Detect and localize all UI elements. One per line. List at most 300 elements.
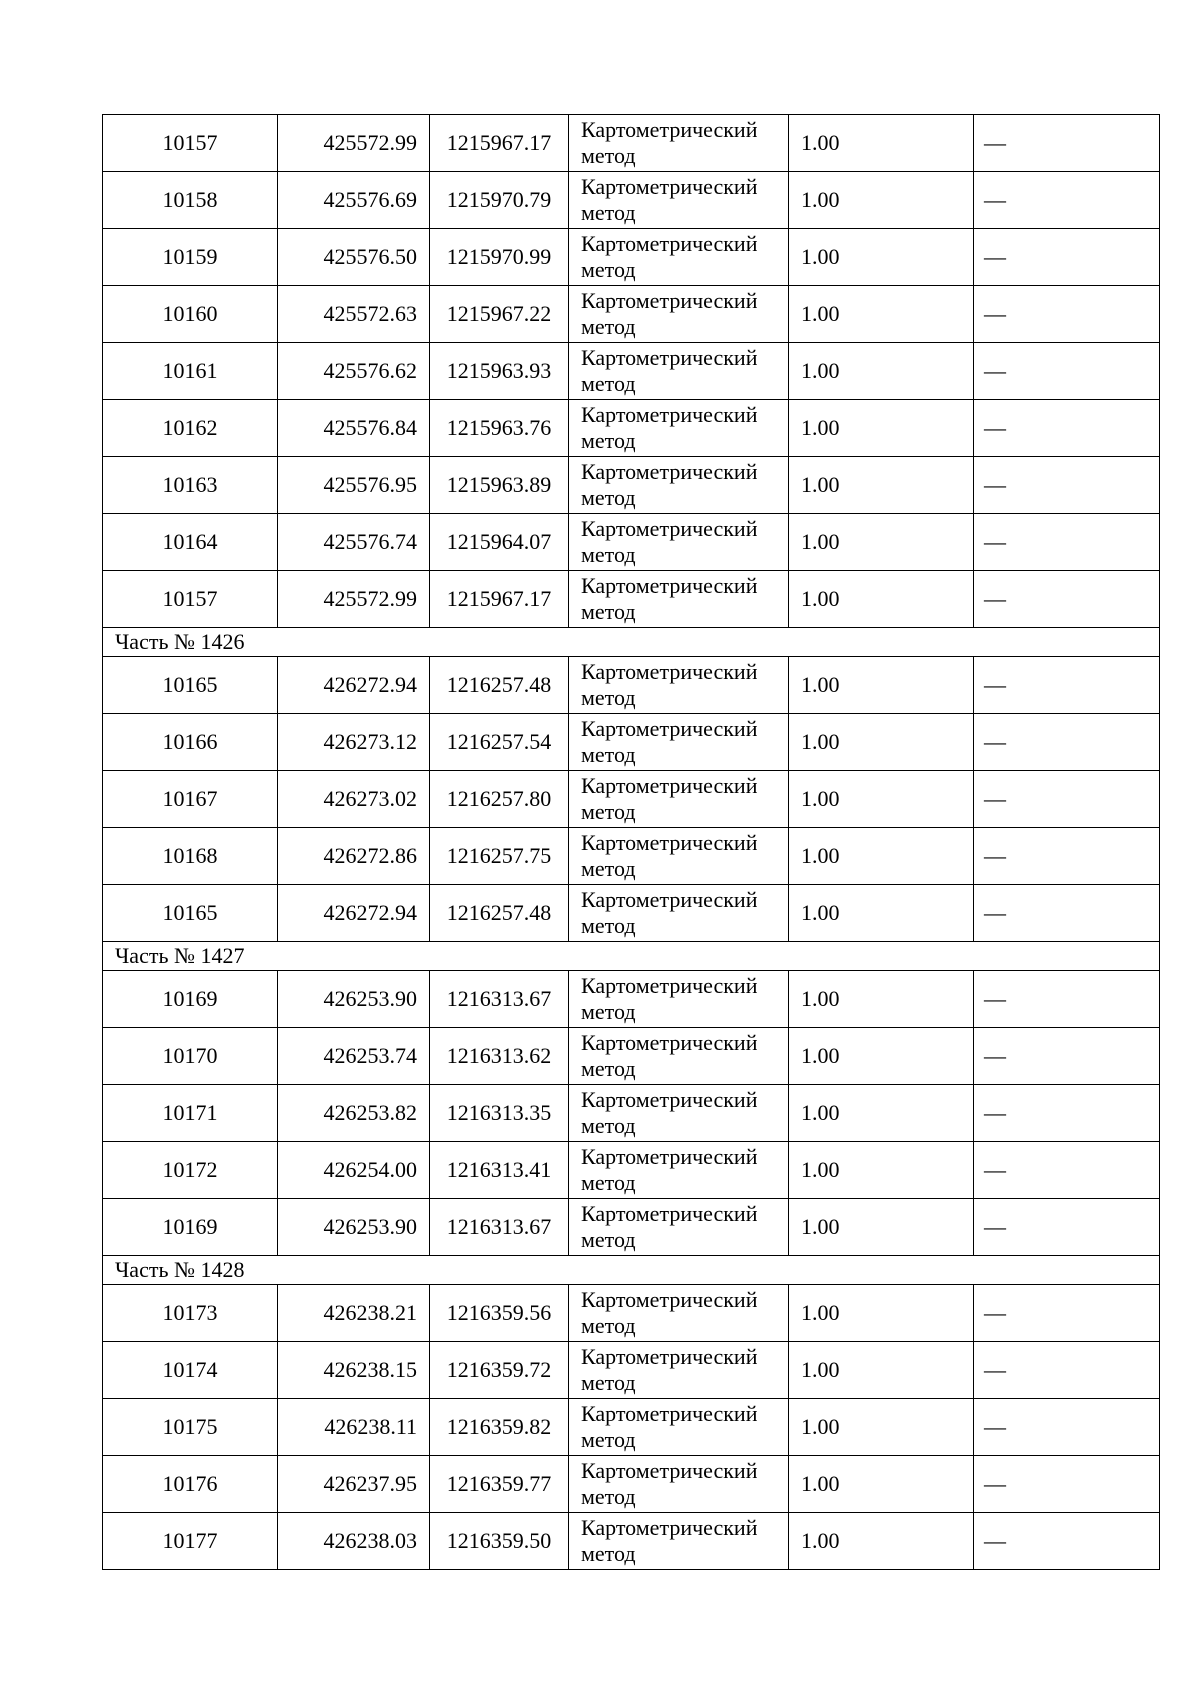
x-coordinate-cell [278,457,430,514]
method-line-2: метод [581,428,636,453]
point-number: 10161 [162,358,218,383]
accuracy-value: 1.00 [801,1471,840,1496]
method-cell [569,771,789,828]
description-cell [974,1028,1160,1085]
method-line-1: Картометрический [581,1515,758,1540]
y-coordinate: 1215967.17 [446,586,552,611]
part-header-cell [103,942,1160,971]
method-line-1: Картометрический [581,1030,758,1055]
y-coordinate: 1216359.72 [446,1357,552,1382]
point-number: 10169 [162,1214,218,1239]
accuracy-cell [789,714,974,771]
point-number-cell [103,1513,278,1570]
accuracy-cell [789,1513,974,1570]
point-number-cell [103,571,278,628]
y-coordinate-cell [430,657,569,714]
accuracy-value: 1.00 [801,786,840,811]
x-coordinate-cell [278,1456,430,1513]
y-coordinate: 1216313.35 [446,1100,552,1125]
accuracy-cell [789,1085,974,1142]
method-line-1: Картометрический [581,1401,758,1426]
method-line-2: метод [581,599,636,624]
description-dash: — [984,415,1006,440]
table-row [103,828,1160,885]
x-coordinate: 425572.99 [323,130,417,155]
x-coordinate: 426272.86 [323,843,417,868]
x-coordinate: 426254.00 [323,1157,417,1182]
table-row [103,286,1160,343]
description-dash: — [984,586,1006,611]
method-line-1: Картометрический [581,1344,758,1369]
description-cell [974,771,1160,828]
description-cell [974,1285,1160,1342]
description-dash: — [984,529,1006,554]
point-number: 10173 [162,1300,218,1325]
description-cell [974,571,1160,628]
y-coordinate-cell [430,229,569,286]
method-line-2: метод [581,542,636,567]
y-coordinate: 1216313.67 [446,986,552,1011]
y-coordinate-cell [430,1085,569,1142]
point-number-cell [103,229,278,286]
point-number: 10158 [162,187,218,212]
description-dash: — [984,130,1006,155]
accuracy-cell [789,828,974,885]
y-coordinate-cell [430,828,569,885]
point-number-cell [103,1028,278,1085]
accuracy-cell [789,457,974,514]
accuracy-value: 1.00 [801,1300,840,1325]
table-row [103,1456,1160,1513]
y-coordinate-cell [430,286,569,343]
method-line-2: метод [581,1170,636,1195]
description-dash: — [984,244,1006,269]
y-coordinate: 1215967.17 [446,130,552,155]
description-cell [974,1085,1160,1142]
method-line-2: метод [581,371,636,396]
point-number-cell [103,885,278,942]
method-line-2: метод [581,913,636,938]
accuracy-value: 1.00 [801,415,840,440]
x-coordinate-cell [278,400,430,457]
y-coordinate-cell [430,514,569,571]
description-dash: — [984,1043,1006,1068]
method-cell [569,885,789,942]
method-cell [569,571,789,628]
description-dash: — [984,187,1006,212]
description-dash: — [984,1157,1006,1182]
x-coordinate-cell [278,971,430,1028]
point-number: 10162 [162,415,218,440]
method-line-2: метод [581,485,636,510]
y-coordinate: 1215970.79 [446,187,552,212]
accuracy-value: 1.00 [801,1100,840,1125]
method-cell [569,1085,789,1142]
point-number: 10177 [162,1528,218,1553]
y-coordinate: 1216257.48 [446,900,552,925]
method-line-1: Картометрический [581,1287,758,1312]
y-coordinate-cell [430,400,569,457]
point-number: 10167 [162,786,218,811]
description-dash: — [984,358,1006,383]
method-line-1: Картометрический [581,973,758,998]
accuracy-cell [789,172,974,229]
method-cell [569,1199,789,1256]
accuracy-cell [789,771,974,828]
accuracy-value: 1.00 [801,1414,840,1439]
x-coordinate-cell [278,571,430,628]
y-coordinate-cell [430,115,569,172]
point-number-cell [103,771,278,828]
description-dash: — [984,900,1006,925]
description-cell [974,1399,1160,1456]
x-coordinate: 426253.74 [323,1043,417,1068]
accuracy-cell [789,514,974,571]
table-row [103,115,1160,172]
x-coordinate: 426272.94 [323,672,417,697]
accuracy-cell [789,115,974,172]
point-number-cell [103,1456,278,1513]
y-coordinate: 1216257.54 [446,729,552,754]
method-line-2: метод [581,999,636,1024]
point-number-cell [103,286,278,343]
point-number-cell [103,115,278,172]
y-coordinate-cell [430,1513,569,1570]
x-coordinate: 426238.11 [324,1414,417,1439]
table-row [103,1199,1160,1256]
method-line-2: метод [581,1484,636,1509]
method-cell [569,1142,789,1199]
y-coordinate-cell [430,172,569,229]
method-line-1: Картометрический [581,773,758,798]
table-row [103,343,1160,400]
method-line-2: метод [581,143,636,168]
description-dash: — [984,1471,1006,1496]
y-coordinate: 1215963.93 [446,358,552,383]
accuracy-value: 1.00 [801,358,840,383]
point-number: 10165 [162,900,218,925]
method-cell [569,1285,789,1342]
method-line-2: метод [581,1113,636,1138]
y-coordinate: 1216359.50 [446,1528,552,1553]
accuracy-value: 1.00 [801,1357,840,1382]
description-cell [974,286,1160,343]
method-cell [569,115,789,172]
x-coordinate-cell [278,1285,430,1342]
method-line-1: Картометрический [581,402,758,427]
x-coordinate-cell [278,1142,430,1199]
y-coordinate: 1216257.48 [446,672,552,697]
y-coordinate: 1216313.41 [446,1157,552,1182]
description-cell [974,828,1160,885]
description-dash: — [984,1300,1006,1325]
x-coordinate: 425576.69 [323,187,417,212]
point-number: 10164 [162,529,218,554]
part-header-row [103,1256,1160,1285]
method-line-1: Картометрический [581,1201,758,1226]
point-number: 10172 [162,1157,218,1182]
y-coordinate: 1215963.76 [446,415,552,440]
x-coordinate: 426253.90 [323,1214,417,1239]
point-number: 10169 [162,986,218,1011]
accuracy-cell [789,229,974,286]
x-coordinate: 425576.95 [323,472,417,497]
accuracy-cell [789,1199,974,1256]
description-dash: — [984,672,1006,697]
description-dash: — [984,1100,1006,1125]
table-row [103,1142,1160,1199]
description-dash: — [984,786,1006,811]
table-row [103,657,1160,714]
accuracy-value: 1.00 [801,1528,840,1553]
x-coordinate: 425576.84 [323,415,417,440]
point-number: 10168 [162,843,218,868]
x-coordinate-cell [278,286,430,343]
description-cell [974,400,1160,457]
x-coordinate: 426273.02 [323,786,417,811]
description-cell [974,115,1160,172]
method-line-1: Картометрический [581,231,758,256]
description-cell [974,457,1160,514]
point-number: 10157 [162,586,218,611]
coordinates-table [102,114,1160,1570]
y-coordinate-cell [430,343,569,400]
x-coordinate: 426273.12 [323,729,417,754]
point-number-cell [103,1199,278,1256]
point-number-cell [103,400,278,457]
description-cell [974,1456,1160,1513]
x-coordinate-cell [278,828,430,885]
method-cell [569,286,789,343]
method-line-2: метод [581,799,636,824]
point-number: 10175 [162,1414,218,1439]
x-coordinate: 426272.94 [323,900,417,925]
description-dash: — [984,301,1006,326]
accuracy-value: 1.00 [801,472,840,497]
x-coordinate-cell [278,657,430,714]
point-number-cell [103,828,278,885]
x-coordinate: 425572.99 [323,586,417,611]
method-cell [569,657,789,714]
method-line-1: Картометрический [581,459,758,484]
description-dash: — [984,729,1006,754]
y-coordinate-cell [430,1199,569,1256]
description-dash: — [984,472,1006,497]
table-row [103,971,1160,1028]
y-coordinate-cell [430,771,569,828]
part-label: Часть № 1427 [115,943,245,968]
part-header-row [103,942,1160,971]
y-coordinate: 1215970.99 [446,244,552,269]
point-number: 10163 [162,472,218,497]
accuracy-value: 1.00 [801,1043,840,1068]
y-coordinate: 1216359.82 [446,1414,552,1439]
accuracy-value: 1.00 [801,843,840,868]
y-coordinate-cell [430,1285,569,1342]
point-number-cell [103,1142,278,1199]
method-line-2: метод [581,314,636,339]
point-number-cell [103,971,278,1028]
y-coordinate-cell [430,714,569,771]
method-cell [569,1028,789,1085]
x-coordinate-cell [278,229,430,286]
method-line-1: Картометрический [581,516,758,541]
table-row [103,885,1160,942]
x-coordinate: 426238.21 [323,1300,417,1325]
y-coordinate-cell [430,1342,569,1399]
accuracy-value: 1.00 [801,586,840,611]
table-row [103,714,1160,771]
accuracy-value: 1.00 [801,900,840,925]
x-coordinate-cell [278,1399,430,1456]
method-line-1: Картометрический [581,345,758,370]
x-coordinate-cell [278,343,430,400]
point-number-cell [103,1342,278,1399]
description-cell [974,343,1160,400]
table-row [103,1028,1160,1085]
method-line-2: метод [581,200,636,225]
point-number: 10160 [162,301,218,326]
description-dash: — [984,1414,1006,1439]
method-cell [569,514,789,571]
coordinates-table-body [103,115,1160,1570]
method-cell [569,971,789,1028]
table-row [103,457,1160,514]
method-line-1: Картометрический [581,1087,758,1112]
part-label: Часть № 1428 [115,1257,245,1282]
accuracy-value: 1.00 [801,1157,840,1182]
method-line-1: Картометрический [581,1458,758,1483]
y-coordinate-cell [430,1028,569,1085]
point-number-cell [103,657,278,714]
x-coordinate-cell [278,1342,430,1399]
part-header-row [103,628,1160,657]
description-dash: — [984,1214,1006,1239]
description-dash: — [984,843,1006,868]
accuracy-cell [789,1028,974,1085]
y-coordinate: 1216359.56 [446,1300,552,1325]
description-cell [974,1142,1160,1199]
y-coordinate: 1215964.07 [446,529,552,554]
x-coordinate-cell [278,1085,430,1142]
table-row [103,1399,1160,1456]
table-row [103,514,1160,571]
accuracy-cell [789,1142,974,1199]
point-number-cell [103,1285,278,1342]
description-dash: — [984,1528,1006,1553]
table-row [103,1085,1160,1142]
point-number: 10165 [162,672,218,697]
accuracy-value: 1.00 [801,301,840,326]
point-number-cell [103,514,278,571]
table-row [103,1513,1160,1570]
x-coordinate-cell [278,514,430,571]
method-line-1: Картометрический [581,887,758,912]
method-line-2: метод [581,1227,636,1252]
method-cell [569,229,789,286]
accuracy-value: 1.00 [801,729,840,754]
y-coordinate-cell [430,1456,569,1513]
x-coordinate: 426253.90 [323,986,417,1011]
method-line-1: Картометрический [581,659,758,684]
method-cell [569,400,789,457]
description-cell [974,1342,1160,1399]
description-cell [974,885,1160,942]
method-line-2: метод [581,685,636,710]
point-number: 10166 [162,729,218,754]
table-row [103,1285,1160,1342]
method-cell [569,1399,789,1456]
accuracy-cell [789,571,974,628]
method-cell [569,172,789,229]
y-coordinate-cell [430,885,569,942]
y-coordinate: 1216257.75 [446,843,552,868]
method-line-2: метод [581,257,636,282]
accuracy-cell [789,400,974,457]
accuracy-cell [789,1342,974,1399]
x-coordinate: 426238.15 [323,1357,417,1382]
point-number-cell [103,1085,278,1142]
method-line-1: Картометрический [581,716,758,741]
y-coordinate-cell [430,1399,569,1456]
x-coordinate: 426253.82 [323,1100,417,1125]
method-cell [569,1513,789,1570]
method-cell [569,1456,789,1513]
part-header-cell [103,1256,1160,1285]
accuracy-value: 1.00 [801,529,840,554]
point-number: 10176 [162,1471,218,1496]
method-cell [569,828,789,885]
point-number: 10159 [162,244,218,269]
x-coordinate: 425576.62 [323,358,417,383]
accuracy-cell [789,657,974,714]
method-cell [569,343,789,400]
point-number-cell [103,172,278,229]
x-coordinate: 425576.50 [323,244,417,269]
description-cell [974,229,1160,286]
method-line-1: Картометрический [581,288,758,313]
accuracy-value: 1.00 [801,672,840,697]
accuracy-cell [789,343,974,400]
point-number-cell [103,714,278,771]
table-row [103,229,1160,286]
point-number: 10170 [162,1043,218,1068]
method-line-2: метод [581,1427,636,1452]
accuracy-value: 1.00 [801,244,840,269]
x-coordinate-cell [278,1199,430,1256]
method-cell [569,457,789,514]
x-coordinate-cell [278,1513,430,1570]
accuracy-cell [789,1399,974,1456]
accuracy-cell [789,286,974,343]
accuracy-value: 1.00 [801,187,840,212]
method-line-1: Картометрический [581,117,758,142]
x-coordinate-cell [278,1028,430,1085]
accuracy-value: 1.00 [801,130,840,155]
y-coordinate-cell [430,571,569,628]
table-row [103,571,1160,628]
point-number-cell [103,457,278,514]
method-cell [569,714,789,771]
x-coordinate-cell [278,115,430,172]
method-line-1: Картометрический [581,573,758,598]
accuracy-value: 1.00 [801,986,840,1011]
method-line-2: метод [581,1056,636,1081]
table-row [103,771,1160,828]
point-number: 10157 [162,130,218,155]
accuracy-cell [789,1456,974,1513]
accuracy-cell [789,1285,974,1342]
